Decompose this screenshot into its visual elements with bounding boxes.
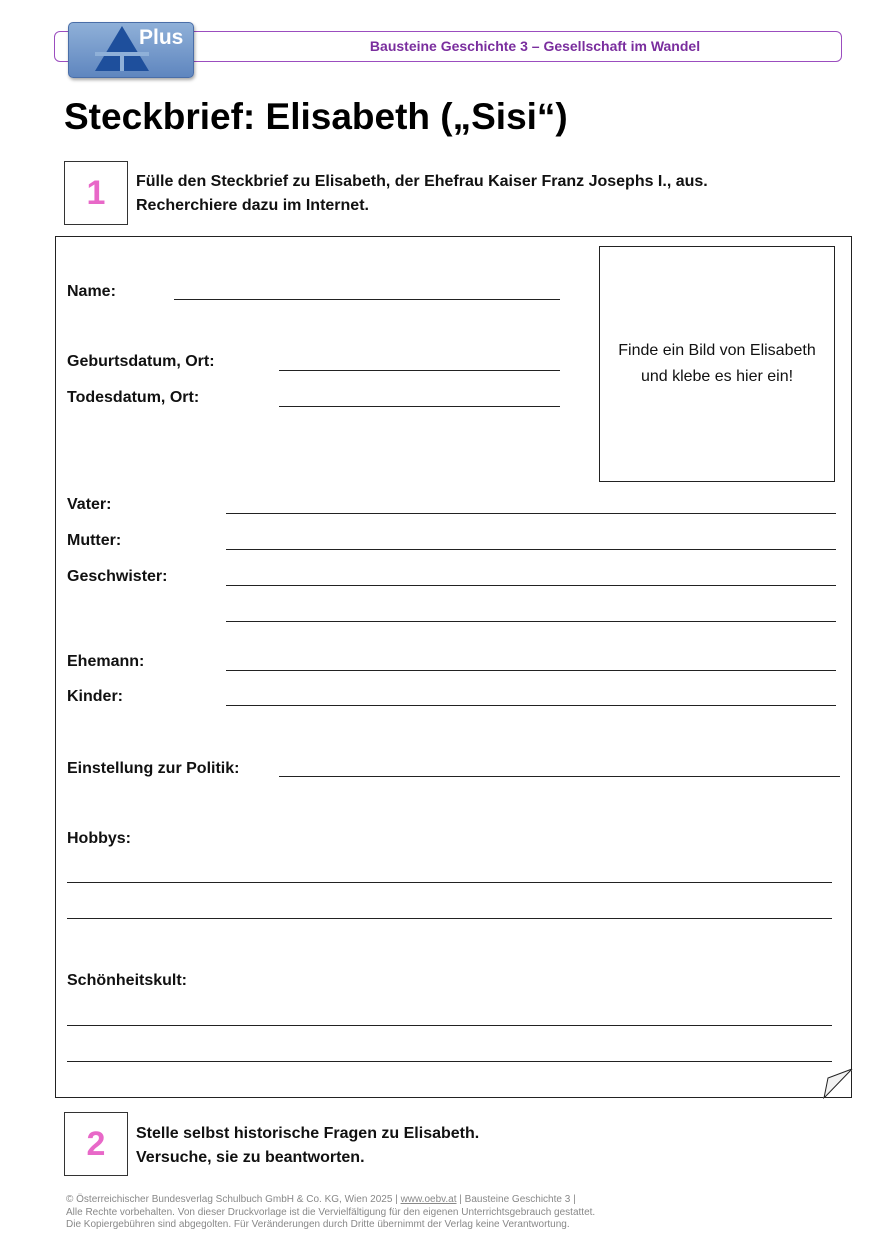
answer-line-hobbies-2[interactable] <box>67 918 832 919</box>
label-father: Vater: <box>67 496 112 513</box>
answer-line-children[interactable] <box>226 705 836 706</box>
page-title: Steckbrief: Elisabeth („Sisi“) <box>64 96 568 137</box>
label-name: Name: <box>67 283 116 300</box>
label-children: Kinder: <box>67 688 123 705</box>
label-hobbies: Hobbys: <box>67 830 131 847</box>
task-1-instruction <box>136 170 708 218</box>
footer-link[interactable]: www.oebv.at <box>400 1194 457 1205</box>
label-politics: Einstellung zur Politik: <box>67 760 240 777</box>
footer-line-3: Die Kopiergebühren sind abgegolten. Für Veränderungen durch Dritte übernimmt der Verlag keine Verantwortung. <box>66 1219 570 1230</box>
answer-line-siblings-1[interactable] <box>226 585 836 586</box>
task-2-number: 2 <box>64 1112 128 1176</box>
footer-series: | Bausteine Geschichte 3 | <box>456 1194 576 1205</box>
answer-line-beauty-2[interactable] <box>67 1061 832 1062</box>
label-husband: Ehemann: <box>67 653 145 670</box>
answer-line-politics[interactable] <box>279 776 840 777</box>
footer <box>66 1194 595 1232</box>
label-death: Todesdatum, Ort: <box>67 389 200 406</box>
answer-line-death[interactable] <box>279 406 560 407</box>
answer-line-husband[interactable] <box>226 670 836 671</box>
task-1-number: 1 <box>64 161 128 225</box>
task-2-line-2: Versuche, sie zu beantworten. <box>136 1149 365 1166</box>
answer-line-beauty-1[interactable] <box>67 1025 832 1026</box>
label-beauty: Schönheitskult: <box>67 972 188 989</box>
photo-placeholder-text: Finde ein Bild von Elisabeth und klebe es hier ein! <box>618 342 816 385</box>
page-curl-icon <box>822 1068 853 1099</box>
footer-line-1 <box>66 1194 595 1207</box>
footer-copyright: © Österreichischer Bundesverlag Schulbuch GmbH & Co. KG, Wien 2025 | <box>66 1194 401 1205</box>
answer-line-mother[interactable] <box>226 549 836 550</box>
answer-line-siblings-2[interactable] <box>226 621 836 622</box>
label-birth: Geburtsdatum, Ort: <box>67 353 215 370</box>
header-title: Bausteine Geschichte 3 – Gesellschaft im Wandel <box>369 38 701 54</box>
answer-line-father[interactable] <box>226 513 836 514</box>
photo-placeholder[interactable] <box>599 246 835 482</box>
answer-line-birth[interactable] <box>279 370 560 371</box>
label-mother: Mutter: <box>67 532 122 549</box>
task-2-instruction <box>136 1122 479 1170</box>
task-2-line-1: Stelle selbst historische Fragen zu Elisabeth. <box>136 1125 480 1142</box>
footer-line-2: Alle Rechte vorbehalten. Von dieser Druckvorlage ist die Vervielfältigung für den eigenen Unterrichtsgebrauch gestattet. <box>66 1206 596 1218</box>
answer-line-name[interactable] <box>174 299 560 300</box>
label-siblings: Geschwister: <box>67 568 168 585</box>
answer-line-hobbies-1[interactable] <box>67 882 832 883</box>
task-1-line-1: Fülle den Steckbrief zu Elisabeth, der Ehefrau Kaiser Franz Josephs I., aus. <box>136 173 708 190</box>
task-1-line-2: Recherchiere dazu im Internet. <box>136 197 369 214</box>
logo-text: Plus <box>139 26 184 49</box>
